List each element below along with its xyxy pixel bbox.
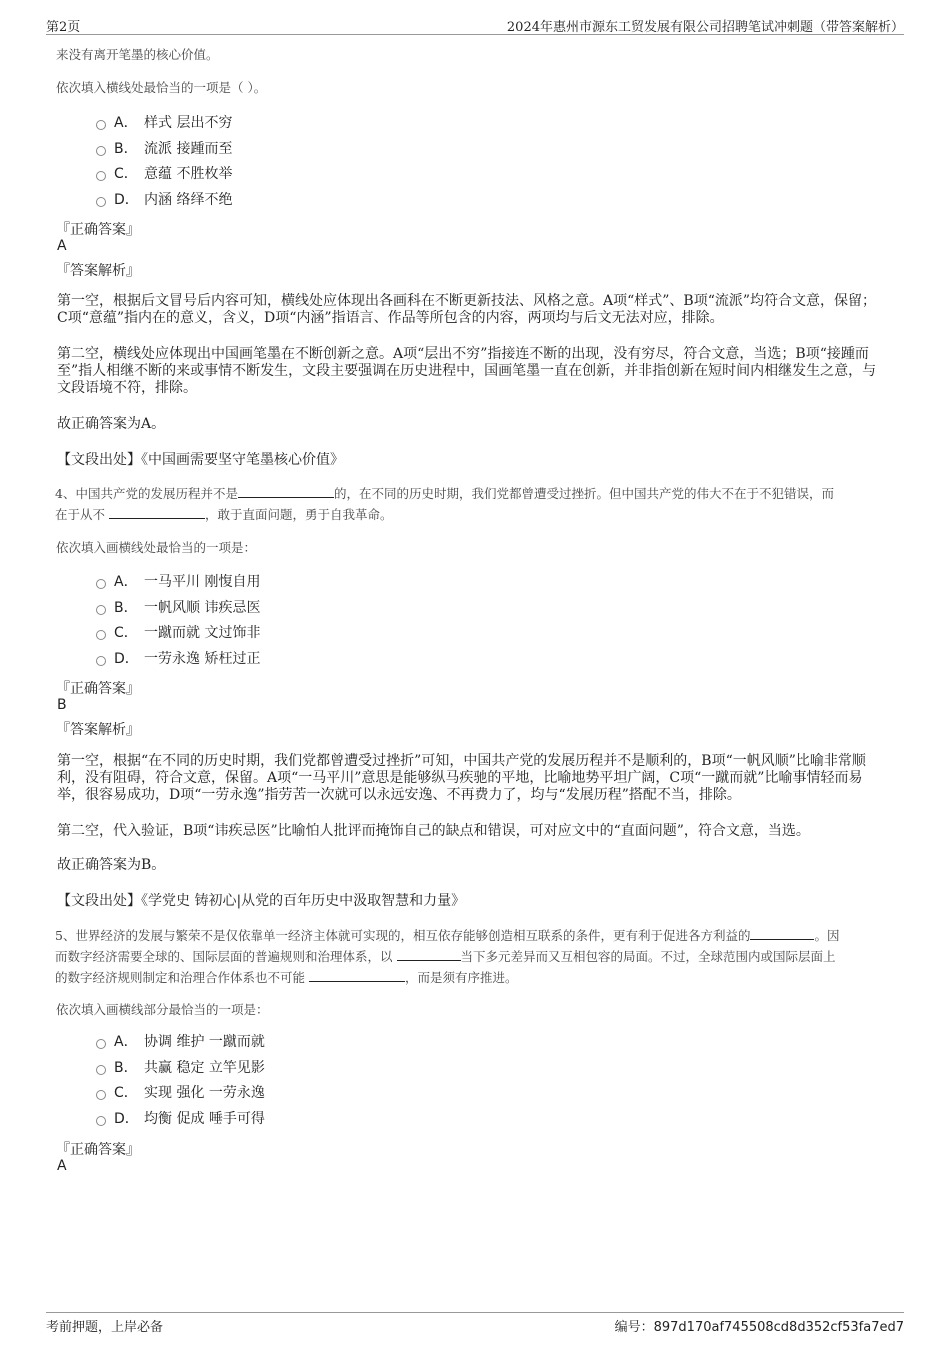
q4-analysis-3: 故正确答案为B。 (57, 857, 166, 873)
q5-option-c[interactable]: C． 实现 强化 一劳永逸 (96, 1081, 265, 1107)
q3-analysis-2: 第二空，横线处应体现出中国画笔墨在不断创新之意。A项“层出不穷”指接连不断的出现，没有穷尽，符合文意，当选；B项“接踵而至”指人相继不断的来或事情不断发生，文段主要强调在历史进程中，国画笔墨一直在创新，并非指创新在短时间内相继发生之意，与文段语境不符，排除。 (57, 346, 877, 396)
q5-option-b[interactable]: B． 共赢 稳定 立竿见影 (96, 1056, 265, 1082)
radio-icon[interactable] (96, 171, 106, 181)
q4-stem: 4、中国共产党的发展历程并不是 的，在不同的历史时期，我们党都曾遭受过挫折。但中国共产党的伟大不在于不犯错误，而 在于从不 ，敢于直面问题，勇于自我革命。 (55, 486, 834, 522)
radio-icon[interactable] (96, 1039, 106, 1049)
q4-prompt: 依次填入画横线处最恰当的一项是： (56, 540, 257, 555)
q4-analysis-label: 『答案解析』 (56, 722, 140, 738)
q4-source: 【文段出处】《学党史 铸初心|从党的百年历史中汲取智慧和力量》 (57, 893, 466, 909)
q3-option-c[interactable]: C． 意蕴 不胜枚举 (96, 162, 232, 188)
q3-options (96, 111, 232, 213)
document-serial: 编号：897d170af745508cd8d352cf53fa7ed7 (614, 1320, 904, 1335)
document-title: 2024年惠州市源东工贸发展有限公司招聘笔试冲刺题（带答案解析） (506, 20, 904, 35)
page-footer (46, 1312, 904, 1335)
q4-option-b[interactable]: B． 一帆风顺 讳疾忌医 (96, 596, 260, 622)
q3-analysis-1: 第一空，根据后文冒号后内容可知，横线处应体现出各画科在不断更新技法、风格之意。A项“样式”、B项“流派”均符合文意，保留；C项“意蕴”指内在的意义，含义，D项“内涵”指语言、作品等所包含的内容，两项均与后文无法对应，排除。 (57, 293, 877, 326)
q4-answer-label: 『正确答案』 (56, 681, 140, 697)
q3-analysis-label: 『答案解析』 (56, 263, 140, 279)
q4-option-c[interactable]: C． 一蹴而就 文过饰非 (96, 621, 260, 647)
blank-line (397, 948, 461, 961)
page-number: 第2页 (46, 20, 81, 35)
q4-option-a[interactable]: A． 一马平川 刚愎自用 (96, 570, 260, 596)
blank-line (309, 969, 405, 982)
q3-source: 【文段出处】《中国画需要坚守笔墨核心价值》 (57, 452, 344, 468)
q3-answer: A (57, 238, 67, 254)
radio-icon[interactable] (96, 1065, 106, 1075)
blank-line (109, 506, 205, 519)
q4-option-d[interactable]: D． 一劳永逸 矫枉过正 (96, 647, 260, 673)
q4-options (96, 570, 260, 672)
q5-prompt: 依次填入画横线部分最恰当的一项是： (56, 1002, 269, 1017)
q3-analysis-3: 故正确答案为A。 (57, 416, 166, 432)
q5-option-a[interactable]: A． 协调 维护 一蹴而就 (96, 1030, 265, 1056)
q4-analysis-2: 第二空，代入验证，B项“讳疾忌医”比喻怕人批评而掩饰自己的缺点和错误，可对应文中的“直面问题”，符合文意，当选。 (57, 823, 810, 839)
radio-icon[interactable] (96, 146, 106, 156)
q5-answer: A (57, 1158, 67, 1174)
q3-option-a[interactable]: A． 样式 层出不穷 (96, 111, 232, 137)
q3-option-b[interactable]: B． 流派 接踵而至 (96, 137, 232, 163)
radio-icon[interactable] (96, 197, 106, 207)
radio-icon[interactable] (96, 1116, 106, 1126)
radio-icon[interactable] (96, 1090, 106, 1100)
footer-slogan: 考前押题，上岸必备 (46, 1320, 164, 1335)
q5-answer-label: 『正确答案』 (56, 1142, 140, 1158)
radio-icon[interactable] (96, 605, 106, 615)
q5-option-d[interactable]: D． 均衡 促成 唾手可得 (96, 1107, 265, 1133)
q3-intro-line: 来没有离开笔墨的核心价值。 (56, 47, 219, 62)
q5-stem: 5、世界经济的发展与繁荣不是仅依靠单一经济主体就可实现的，相互依存能够创造相互联系的条件，更有利于促进各方利益的 。因 而数字经济需要全球的、国际层面的普遍规则和治理体系，以 当下多元差异而又互相包容的局面。不过，全球范围内或国际层面上 的数字经济规则制定和治理合作体系也不可能 ，而是须有序推进。 (55, 928, 840, 985)
radio-icon[interactable] (96, 579, 106, 589)
q4-answer: B (57, 697, 67, 713)
q3-prompt: 依次填入横线处最恰当的一项是（ ）。 (56, 80, 267, 95)
q3-option-d[interactable]: D． 内涵 络绎不绝 (96, 188, 232, 214)
page-header (46, 14, 904, 35)
q4-analysis-1: 第一空，根据“在不同的历史时期，我们党都曾遭受过挫折”可知，中国共产党的发展历程并不是顺利的，B项“一帆风顺”比喻非常顺利，没有阻碍，符合文意，保留。A项“一马平川”意思是能够纵马疾驰的平地，比喻地势平坦广阔，C项“一蹴而就”比喻事情轻而易举，很容易成功，D项“一劳永逸”指劳苦一次就可以永远安逸、不再费力了，均与“发展历程”搭配不当，排除。 (57, 753, 866, 803)
q5-options (96, 1030, 265, 1132)
blank-line (750, 927, 814, 940)
radio-icon[interactable] (96, 630, 106, 640)
q3-answer-label: 『正确答案』 (56, 222, 140, 238)
radio-icon[interactable] (96, 120, 106, 130)
blank-line (238, 485, 334, 498)
radio-icon[interactable] (96, 656, 106, 666)
